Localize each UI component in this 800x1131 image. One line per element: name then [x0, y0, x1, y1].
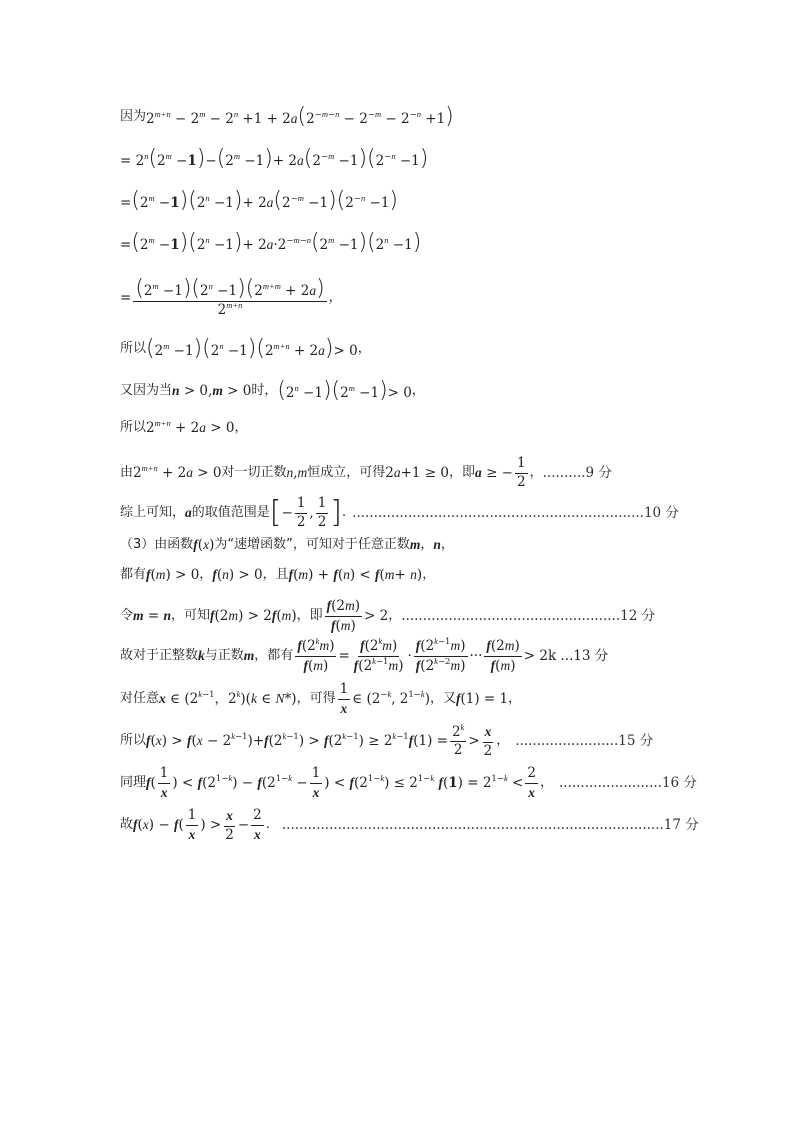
eq-line-11: （3）由函数 f(x) 为“速增函数”，可知对于任意正数 m ， n ，	[120, 537, 454, 553]
eq-line-1: 因为 $2^{m+n} - 2^m - 2^n +1 + 2a(2^{-m-n} - 2^{-m} - 2^{-n} +1)$	[120, 104, 454, 129]
fraction: $\frac{(2^m -1)(2^n -1)(2^{m+m} + 2a)}{2^{m+n}}$	[135, 276, 325, 318]
eq-line-8: 所以 $2^{m+n} + 2a > 0$ ，	[120, 418, 248, 436]
eq-line-2: = $2^n(2^m -1)-(2^m -1)+ 2a(2^{-m} -1)(2^{-n} -1)$	[120, 146, 429, 171]
score-17: .........................................................................................17 分	[281, 817, 699, 834]
eq-line-17: 同理 f( $\frac{1}{x}$ ) < $f(2^{1-k}) - f(2^{1-k}$ − $\frac{1}{x}$ ) < $f(2^{1-k}) \le 2^{1-k}$ $f(1) = 2^{1-k}$ < $\frac{2}{x}$ ， ........................16 分	[120, 765, 697, 800]
eq-line-15: 对任意 x ∈ ($2^{k-1}$，2$^k$)(k ∈ N*) ，可得 $\frac{1}{x}$ ∈ ($2^{-k}$, $2^{1-k}$) ，又 f(1) = 1 ，	[120, 681, 522, 716]
score-10: ....................................................................10 分	[352, 504, 679, 521]
eq-line-5: = $\frac{(2^m -1)(2^n -1)(2^{m+m} + 2a)}{2^{m+n}}$ ，	[120, 276, 342, 318]
eq-line-16: 所以 $f(x) > f(x - 2^{k-1})+f(2^{k-1}) > f(2^{k-1}) \ge 2^{k-1}f(1)$ = $\frac{2^k}{2}$ > $\frac{x}{2}$ ， ........................15 分	[120, 721, 654, 759]
eq-line-7: 又因为当 n > 0,m > 0 时， $(2^n -1)(2^m -1)> 0$ ，	[120, 378, 425, 403]
eq-line-18: 故 f(x) − f( $\frac{1}{x}$ ) > $\frac{x}{2}$ − $\frac{2}{x}$ . .........................................................................................17 分	[120, 807, 699, 843]
eq-line-6: 所以 $(2^m -1)(2^n -1)(2^{m+n} + 2a)> 0$ ，	[120, 336, 371, 361]
eq-line-10: 综上可知， a 的取值范围是 [ − $\frac{1}{2}$ , $\frac{1}{2}$ ] . ....................................................................10 分	[120, 495, 679, 531]
eq-line-13: 令 m = n ，可知 f(2m) > 2f(m) ，即 $\frac{f(2m)}{f(m)}$ > 2 ， ...................................................12 分	[120, 598, 656, 634]
eq-line-14: 故对于正整数 k 与正数 m ，都有 $\frac{f(2^km)}{f(m)}$ = $\frac{f(2^km)}{f(2^{k-1}m)}$ · $\frac{f(2^{k-1}m)}{f(2^{k-2}m)}$ ··· $\frac{f(2m)}{f(m)}$ > 2k ...13 分	[120, 636, 609, 674]
score-16: ........................16 分	[558, 775, 697, 792]
eq-line-9: 由 $2^{m+n} + 2a > 0$ 对一切正数 n , m 恒成立，可得 2a+1 ≥ 0 ，即 a ≥ − $\frac{1}{2}$ ， ..........9 分	[120, 455, 612, 490]
label-yinwei: 因为	[120, 108, 147, 124]
score-15: ........................15 分	[515, 733, 654, 750]
score-12: ...................................................12 分	[401, 607, 656, 624]
score-9: ..........9 分	[542, 464, 612, 481]
eq-line-4: $=(2^m -1)(2^n -1)+ 2a\cdot 2^{-m-n}(2^m -1)(2^n -1)$	[120, 230, 422, 255]
eq-line-12: 都有 f(m) > 0 ， f(n) > 0 ，且 f(m) + f(n) < f(m+ n) ，	[120, 567, 436, 583]
score-13: 2k ...13 分	[539, 647, 609, 664]
eq-line-3: $=(2^m -1)(2^n -1)+ 2a(2^{-m} -1)(2^{-n} -1)$	[120, 188, 399, 213]
